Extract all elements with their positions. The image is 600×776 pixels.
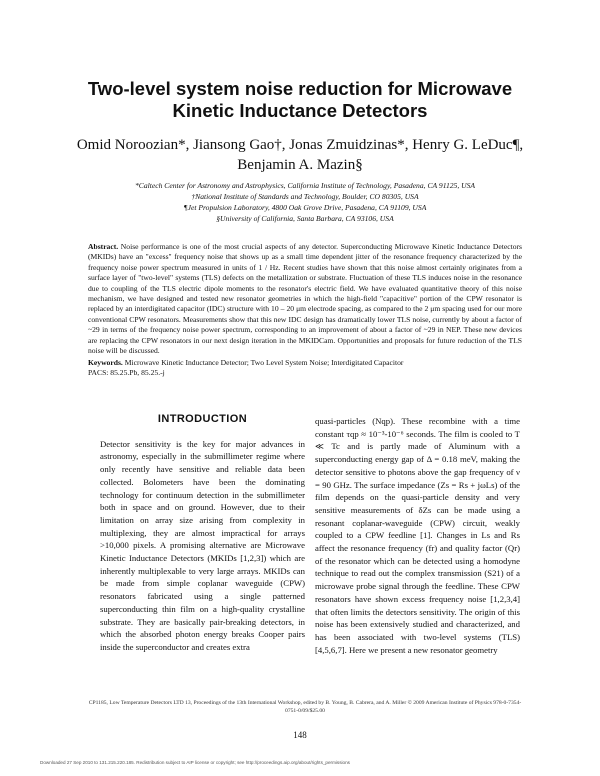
affiliation-line: *Caltech Center for Astronomy and Astrophysics, California Institute of Technology, Pasadena, CA 91125, USA — [134, 181, 476, 190]
affiliation-line: †National Institute of Standards and Technology, Boulder, CO 80305, USA — [191, 192, 419, 201]
abstract — [88, 242, 522, 356]
keywords-text: Microwave Kinetic Inductance Detector; Two Level System Noise; Interdigitated Capacitor — [124, 358, 404, 367]
affiliation-line: §University of California, Santa Barbara, CA 93106, USA — [216, 214, 394, 223]
left-column — [100, 408, 305, 654]
paper-title: Two-level system noise reduction for Microwave Kinetic Inductance Detectors — [87, 78, 513, 121]
keywords-label: Keywords. — [88, 358, 123, 367]
affiliation-line: ¶Jet Propulsion Laboratory, 4800 Oak Grove Drive, Pasadena, CA 91109, USA — [183, 203, 427, 212]
right-column — [315, 415, 520, 656]
abstract-label: Abstract. — [88, 242, 119, 251]
author-list: Omid Noroozian*, Jiansong Gao†, Jonas Zmuidzinas*, Henry G. LeDuc¶, Benjamin A. Mazin§ — [76, 137, 524, 173]
section-heading: INTRODUCTION — [157, 413, 248, 425]
affiliations — [80, 180, 530, 224]
page-number: 148 — [293, 730, 307, 740]
intro-text-right: quasi-particles (Nqp). These recombine with a time constant τqp ≈ 10⁻³-10⁻⁶ seconds. The film is cooled to T ≪ Tc and is partly made of Aluminum with a superconducting energy gap of Δ = 0.18 meV, making the detector sensitive to photons above the gap frequency of ν = 90 GHz. The surface impedance (Zs = Rs + jωLs) of the film depends on the quasi-particle density and very sensitive measurements of δZs can be made using a resonant coplanar-waveguide (CPW) circuit, weakly coupled to a CPW feedline [1]. Changes in Ls and Rs affect the resonance frequency (fr) and quality factor (Qr) of the resonator which can be detected using a homodyne technique to read out the complex transmission (S21) of a microwave probe signal through the feedline. These CPW resonators have shown excess frequency noise [1,2,3,4] that often limits the detectors sensitivity. The origin of this noise has been extensively studied and characterized, and has been associated with two-level systems (TLS) [4,5,6,7]. Here we present a new resonator geometry — [315, 416, 520, 655]
proceedings-footnote: CP1185, Low Temperature Detectors LTD 13, Proceedings of the 13th International Workshop, edited by B. Young, B. Cabrera, and A. Miller © 2009 American Institute of Physics 978-0-7354-0751-0/09/$25.00 — [88, 700, 522, 714]
abstract-text: Noise performance is one of the most crucial aspects of any detector. Superconducting Microwave Kinetic Inductance Detectors (MKIDs) have an "excess" frequency noise that shows up as a small time dependent jitter of the resonance frequency characterized by the frequency noise power spectrum measured in units of 1 / Hz. Recent studies have shown that this noise almost certainly originates from a surface layer of "two-level" systems (TLS) defects on the metallization or substrate. Fluctuation of these TLS induces noise in the resonance due to coupling of the TLS electric dipole moments to the resonator's electric field. We have evaluated quantitative theory of this noise mechanism, we have designed and tested new resonator geometries in which the high-field "capacitive" portion of the CPW resonator is replaced by an interdigitated capacitor (IDC) structure with 10 – 20 μm electrode spacing, as compared to the 2 μm spacing used for our more conventional CPW resonators. Measurements show that this new IDC design has dramatically lower TLS noise, currently by about a factor of ~29 in terms of the frequency noise power spectrum, corresponding to an improvement of about a factor of ~29 in NEP. These new devices are replacing the CPW resonators in our next design iteration in the MKIDCam. Opportunities and proposals for future reduction of the TLS noise will be discussed. — [88, 242, 522, 356]
pacs-codes: PACS: 85.25.Pb, 85.25.-j — [88, 368, 165, 378]
intro-text-left: Detector sensitivity is the key for major advances in astronomy, especially in the submillimeter regime where only recently have sensitive and reliable data been collected. Bolometers have been the dominating technology for continuum detection in the submillimeter both in space and on ground. However, due to their limitation on array size arising from complexity in multiplexing, they are almost impractical for arrays >10,000 pixels. A promising alternative are Microwave Kinetic Inductance Detectors (MKIDs [1,2,3]) which are inherently multiplexable to very large arrays. MKIDs can be made from simple coplanar waveguide (CPW) resonators fabricated using a single patterned superconducting thin film on a high-quality crystalline substrate. They are basically pair-breaking detectors, in which the absorbed photon energy breaks Cooper pairs inside the superconductor and creates extra — [100, 438, 305, 652]
download-notice: Downloaded 27 Sep 2010 to 131.215.220.185. Redistribution subject to AIP license or copyright; see http://proceedings.aip.org/about/rights_permissions — [40, 760, 350, 765]
keywords-block — [88, 358, 522, 379]
